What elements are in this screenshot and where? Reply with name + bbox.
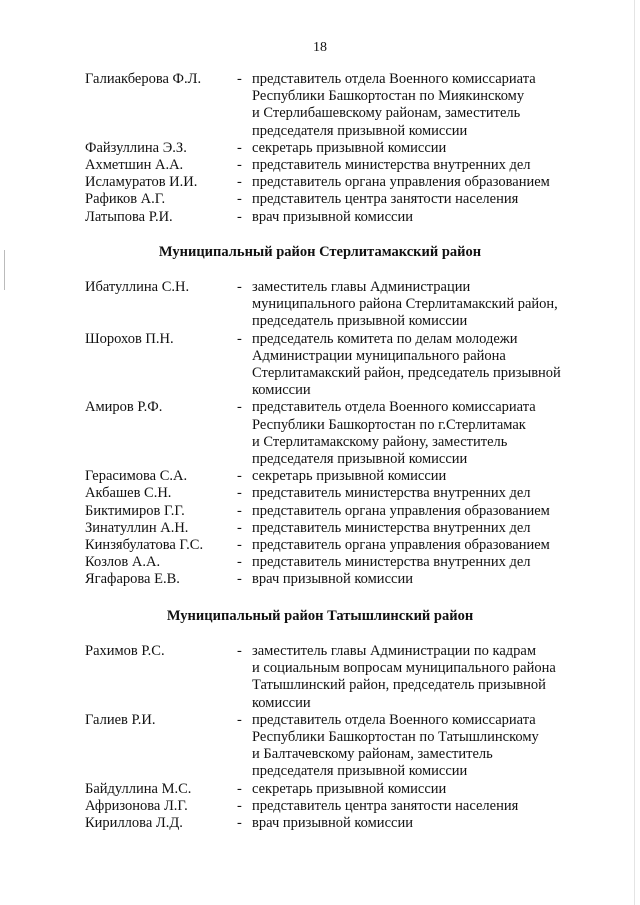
member-row: Ягафарова Е.В. - врач призывной комиссии bbox=[85, 571, 605, 588]
member-role: представитель министерства внутренних дел bbox=[252, 157, 531, 174]
member-role: представитель министерства внутренних дел bbox=[252, 554, 531, 571]
section-heading-sterlitamak: Муниципальный район Стерлитамакский район bbox=[158, 244, 482, 260]
member-row: Ибатуллина С.Н. - заместитель главы Администрации муниципального района Стерлитамакский район, председатель призывной комиссии bbox=[85, 279, 605, 331]
member-row: Амиров Р.Ф. - представитель отдела Военного комиссариата Республики Башкортостан по г.Стерлитамак и Стерлитамакскому району, заместитель председателя призывной комиссии bbox=[85, 399, 605, 468]
member-row: Герасимова С.А. - секретарь призывной комиссии bbox=[85, 468, 605, 485]
scan-edge-mark bbox=[634, 0, 635, 905]
member-name: Козлов А.А. bbox=[85, 554, 161, 571]
member-role: представитель отдела Военного комиссариата Республики Башкортостан по г.Стерлитамак и Стерлитамакскому району, заместитель председателя призывной комиссии bbox=[252, 399, 536, 468]
member-name: Амиров Р.Ф. bbox=[85, 399, 163, 416]
member-row: Зинатуллин А.Н. - представитель министерства внутренних дел bbox=[85, 520, 605, 537]
member-name: Исламуратов И.И. bbox=[85, 174, 198, 191]
member-role: представитель органа управления образованием bbox=[252, 502, 550, 519]
member-row: Латыпова Р.И. - врач призывной комиссии bbox=[85, 209, 605, 226]
member-row: Галиакберова Ф.Л. - представитель отдела Военного комиссариата Республики Башкортостан по Миякинскому и Стерлибашевскому районам, заместитель председателя призывной комиссии bbox=[85, 71, 605, 140]
member-role: заместитель главы Администрации муниципального района Стерлитамакский район, председатель призывной комиссии bbox=[252, 279, 558, 330]
member-role: представитель органа управления образованием bbox=[252, 537, 550, 554]
member-row: Галиев Р.И. - представитель отдела Военного комиссариата Республики Башкортостан по Татышлинскому и Балтачевскому районам, заместитель председателя призывной комиссии bbox=[85, 712, 605, 781]
member-name: Акбашев С.Н. bbox=[85, 485, 172, 502]
member-name: Афризонова Л.Г. bbox=[85, 797, 188, 814]
scan-edge-mark bbox=[4, 250, 5, 290]
member-row: Афризонова Л.Г. - представитель центра занятости населения bbox=[85, 798, 605, 815]
member-role: представитель отдела Военного комиссариата Республики Башкортостан по Миякинскому и Стерлибашевскому районам, заместитель председателя призывной комиссии bbox=[252, 71, 536, 139]
member-name: Ягафарова Е.В. bbox=[85, 571, 180, 588]
member-role: представитель центра занятости населения bbox=[252, 797, 519, 814]
member-row: Козлов А.А. - представитель министерства внутренних дел bbox=[85, 554, 605, 571]
member-row: Рафиков А.Г. - представитель центра занятости населения bbox=[85, 191, 605, 208]
member-role: секретарь призывной комиссии bbox=[252, 139, 447, 156]
member-row: Биктимиров Г.Г. - представитель органа управления образованием bbox=[85, 503, 605, 520]
section-heading-tatyshly: Муниципальный район Татышлинский район bbox=[166, 608, 474, 624]
member-row: Исламуратов И.И. - представитель органа управления образованием bbox=[85, 174, 605, 191]
member-role: заместитель главы Администрации по кадрам и социальным вопросам муниципального района Татышлинский район, председатель призывной комиссии bbox=[252, 643, 556, 711]
member-row: Шорохов П.Н. - председатель комитета по делам молодежи Администрации муниципального района Стерлитамакский район, председатель призывной комиссии bbox=[85, 331, 605, 400]
member-name: Рафиков А.Г. bbox=[85, 191, 166, 208]
member-role: председатель комитета по делам молодежи Администрации муниципального района Стерлитамакский район, председатель призывной комиссии bbox=[252, 330, 561, 399]
member-name: Кинзябулатова Г.С. bbox=[85, 537, 204, 554]
member-role: представитель министерства внутренних дел bbox=[252, 519, 531, 536]
member-name: Кириллова Л.Д. bbox=[85, 815, 183, 832]
member-list-tatyshly bbox=[85, 643, 605, 832]
member-role: представитель министерства внутренних дел bbox=[252, 485, 531, 502]
member-row: Кинзябулатова Г.С. - представитель органа управления образованием bbox=[85, 537, 605, 554]
member-role: представитель центра занятости населения bbox=[252, 191, 519, 208]
member-row: Акбашев С.Н. - представитель министерства внутренних дел bbox=[85, 485, 605, 502]
member-row: Файзуллина Э.З. - секретарь призывной комиссии bbox=[85, 140, 605, 157]
member-role: представитель органа управления образованием bbox=[252, 174, 550, 191]
member-name: Рахимов Р.С. bbox=[85, 643, 165, 659]
member-name: Байдуллина М.С. bbox=[85, 780, 192, 797]
member-role: врач призывной комиссии bbox=[252, 571, 413, 588]
member-name: Шорохов П.Н. bbox=[85, 330, 174, 347]
member-name: Галиев Р.И. bbox=[85, 711, 156, 728]
member-name: Зинатуллин А.Н. bbox=[85, 519, 189, 536]
member-list-group1 bbox=[85, 71, 605, 226]
member-name: Галиакберова Ф.Л. bbox=[85, 71, 202, 87]
member-row: Рахимов Р.С. - заместитель главы Администрации по кадрам и социальным вопросам муниципального района Татышлинский район, председатель призывной комиссии bbox=[85, 643, 605, 712]
member-name: Файзуллина Э.З. bbox=[85, 139, 187, 156]
member-row: Кириллова Л.Д. - врач призывной комиссии bbox=[85, 815, 605, 832]
member-role: врач призывной комиссии bbox=[252, 815, 413, 832]
member-list-sterlitamak bbox=[85, 279, 605, 589]
member-role: секретарь призывной комиссии bbox=[252, 780, 447, 797]
member-role: врач призывной комиссии bbox=[252, 208, 413, 225]
member-row: Байдуллина М.С. - секретарь призывной комиссии bbox=[85, 781, 605, 798]
member-name: Герасимова С.А. bbox=[85, 468, 188, 485]
member-name: Биктимиров Г.Г. bbox=[85, 502, 185, 519]
member-name: Ахметшин А.А. bbox=[85, 157, 184, 174]
member-row: Ахметшин А.А. - представитель министерства внутренних дел bbox=[85, 157, 605, 174]
page-number: 18 bbox=[313, 40, 327, 55]
member-role: представитель отдела Военного комиссариата Республики Башкортостан по Татышлинскому и Балтачевскому районам, заместитель председателя призывной комиссии bbox=[252, 711, 539, 780]
member-name: Латыпова Р.И. bbox=[85, 208, 173, 225]
member-role: секретарь призывной комиссии bbox=[252, 468, 447, 485]
member-name: Ибатуллина С.Н. bbox=[85, 279, 190, 295]
